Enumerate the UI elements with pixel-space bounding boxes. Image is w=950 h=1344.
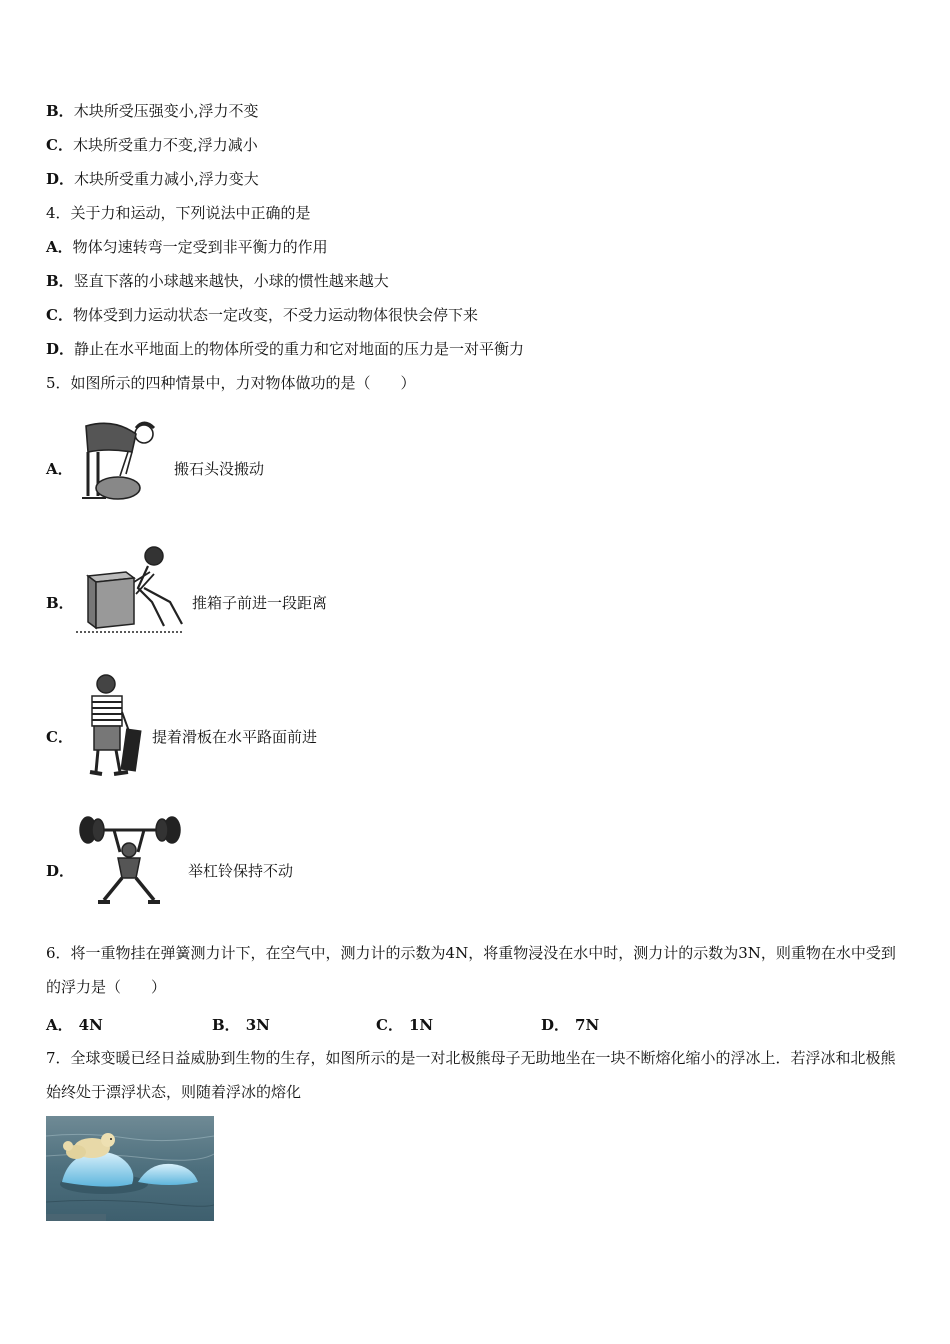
q5-option-c-text: 提着滑板在水平路面前进 [152, 728, 318, 746]
option-text: 木块所受重力减小,浮力变大 [74, 170, 259, 188]
q4-option-b [46, 271, 389, 291]
q6-option-a [46, 1014, 103, 1035]
option-letter: C． [46, 306, 73, 324]
q5-option-a-letter: A． [46, 460, 73, 478]
q6-option-c [376, 1014, 433, 1035]
option-text: 1N [408, 1016, 434, 1034]
q5-option-d-text: 举杠铃保持不动 [188, 862, 294, 880]
q3-option-b [46, 101, 258, 121]
option-text: 物体匀速转弯一定受到非平衡力的作用 [72, 238, 328, 256]
q4-option-c [46, 305, 478, 325]
option-letter: D． [541, 1016, 570, 1034]
option-letter: C． [376, 1016, 403, 1034]
q5-option-b-text: 推箱子前进一段距离 [192, 594, 328, 612]
option-letter: D． [46, 170, 75, 188]
q3-option-c [46, 135, 258, 155]
barbell-figure [74, 812, 186, 912]
carrying-skateboard-figure [74, 672, 150, 784]
q5-option-d-letter: D． [46, 862, 75, 880]
lifting-stone-figure [74, 412, 166, 502]
option-letter: C． [46, 136, 73, 154]
option-letter: B． [46, 102, 74, 120]
q4-stem: 4．关于力和运动，下列说法中正确的是 [46, 204, 311, 222]
option-letter: B． [212, 1016, 240, 1034]
option-text: 静止在水平地面上的物体所受的重力和它对地面的压力是一对平衡力 [74, 340, 525, 358]
q5-option-c-letter: C． [46, 728, 73, 746]
option-letter: A． [46, 1016, 73, 1034]
q5-option-b-letter: B． [46, 594, 74, 612]
q4-option-a [46, 237, 328, 257]
q7-stem: 7．全球变暖已经日益威胁到生物的生存，如图所示的是一对北极熊母子无助地坐在一块不断熔化缩小的浮冰上．若浮冰和北极熊始终处于漂浮状态，则随着浮冰的熔化 [46, 1049, 896, 1101]
option-text: 木块所受重力不变,浮力减小 [72, 136, 258, 154]
option-letter: A． [46, 238, 73, 256]
option-text: 4N [78, 1016, 103, 1034]
q3-option-d [46, 169, 259, 189]
option-letter: D． [46, 340, 75, 358]
pushing-box-figure [74, 542, 188, 636]
q5-option-a-text: 搬石头没搬动 [174, 460, 265, 478]
q6-option-d [541, 1014, 599, 1035]
option-text: 木块所受压强变小,浮力不变 [73, 102, 259, 120]
q6-option-b [212, 1014, 270, 1035]
option-text: 竖直下落的小球越来越快，小球的惯性越来越大 [73, 272, 389, 290]
option-text: 物体受到力运动状态一定改变，不受力运动物体很快会停下来 [72, 306, 478, 324]
option-text: 3N [245, 1016, 270, 1034]
q5-stem: 5．如图所示的四种情景中，力对物体做功的是（ ） [46, 374, 416, 392]
q4-option-d [46, 339, 524, 359]
option-text: 7N [575, 1016, 600, 1034]
q6-stem: 6．将一重物挂在弹簧测力计下，在空气中，测力计的示数为4N，将重物浸没在水中时，测力计的示数为3N，则重物在水中受到的浮力是（ ） [46, 944, 896, 996]
option-letter: B． [46, 272, 74, 290]
polar-bear-ice-photo [46, 1116, 214, 1221]
